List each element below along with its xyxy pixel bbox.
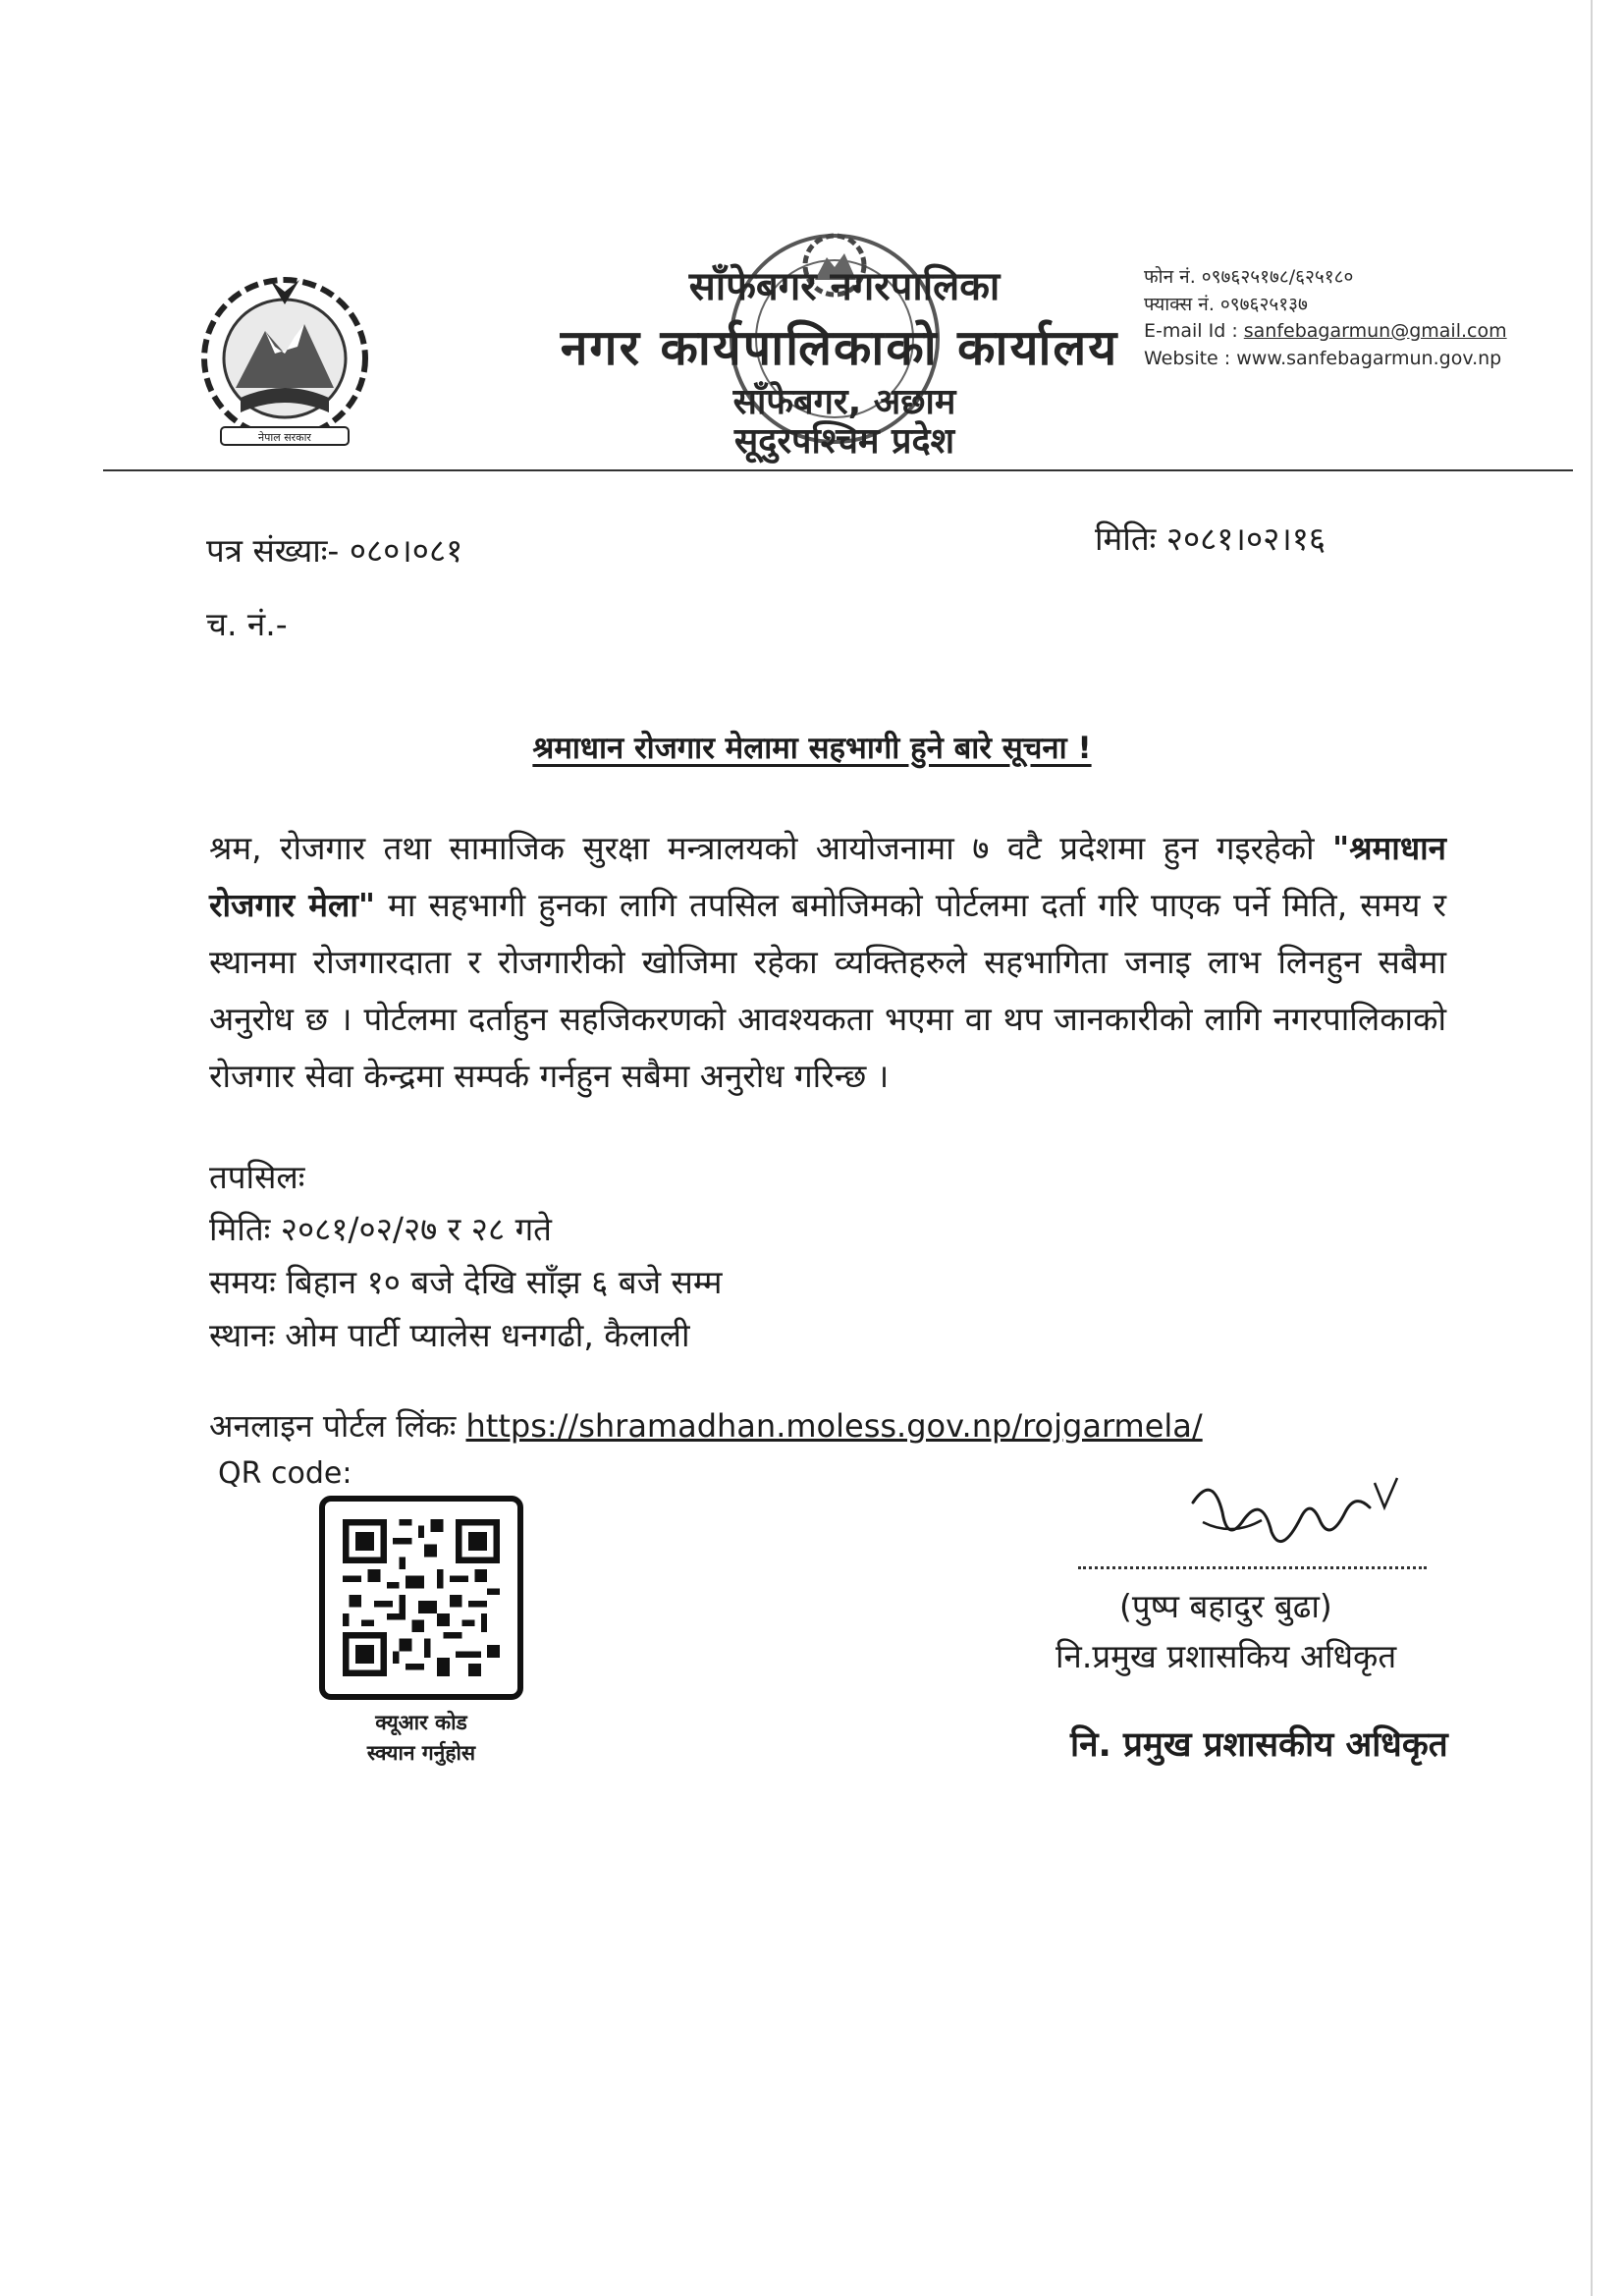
fax-value: ०९७६२५१३७ xyxy=(1219,294,1308,315)
website-link[interactable]: www.sanfebagarmun.gov.np xyxy=(1236,348,1502,369)
qr-code[interactable] xyxy=(319,1496,523,1700)
contact-website xyxy=(1144,348,1501,369)
body-highlight: "श्रमाधान रोजगार मेला" xyxy=(209,829,1446,924)
letter-date: मितिः २०८१।०२।१६ xyxy=(1095,519,1326,558)
signatory-name: (पुष्प बहादुर बुढा) xyxy=(1119,1587,1332,1625)
contact-phone xyxy=(1144,263,1353,289)
province-name: सूदुरपश्चिम प्रदेश xyxy=(733,421,955,462)
header-divider xyxy=(103,469,1573,471)
body-part2: मा सहभागी हुनका लागि तपसिल बमोजिमको पोर्टलमा दर्ता गरि पाएक पर्ने मिति, समय र स्थानमा रोजगारदाता र रोजगारीको खोजिमा रहेका व्यक्तिहरुले सहभागिता जनाइ लाभ लिनहुन सबैमा अनुरोध छ । पोर्टलमा दर्ताहुन सहजिकरणको आवश्यकता भएमा वा थप जानकारीको लागि नगरपालिकाको रोजगार सेवा केन्द्रमा सम्पर्क गर्नहुन सबैमा अनुरोध गरिन्छ । xyxy=(209,886,1446,1095)
email-link[interactable]: sanfebagarmun@gmail.com xyxy=(1243,320,1507,342)
nepal-emblem-icon xyxy=(182,270,388,462)
body-part1: श्रम, रोजगार तथा सामाजिक सुरक्षा मन्त्रालयको आयोजनामा ७ वटै प्रदेशमा हुन गइरहेको xyxy=(209,829,1332,867)
portal-link[interactable]: https://shramadhan.moless.gov.np/rojgarmela/ xyxy=(465,1407,1203,1445)
office-title: नगर कार्यपालिकाको कार्यालय xyxy=(560,319,1119,376)
event-date: मितिः २०८१/०२/२७ र २८ गते xyxy=(209,1210,552,1248)
website-label: Website : xyxy=(1144,348,1231,369)
qr-caption-line2: स्क्यान गर्नुहोस xyxy=(366,1741,476,1765)
fax-label: फ्याक्स नं. xyxy=(1144,294,1215,315)
notice-subject xyxy=(0,727,1624,768)
qr-label: QR code: xyxy=(218,1456,352,1491)
email-label: E-mail Id : xyxy=(1144,320,1238,342)
notice-body xyxy=(209,820,1446,1105)
handwritten-signature xyxy=(1173,1463,1409,1571)
contact-fax xyxy=(1144,291,1308,316)
qr-code-icon xyxy=(343,1519,500,1676)
contact-email xyxy=(1144,320,1507,342)
dispatch-number: च. नं.- xyxy=(206,605,288,643)
office-address: साँफेबगर, अछाम xyxy=(732,382,956,422)
portal-line xyxy=(209,1404,1203,1447)
phone-value: ०९७६२५१७८/६२५१८० xyxy=(1201,266,1354,288)
designation-stamp: नि. प्रमुख प्रशासकीय अधिकृत xyxy=(1070,1725,1448,1765)
phone-label: फोन नं. xyxy=(1144,266,1196,288)
municipality-name: साँफेबगर नगरपालिका xyxy=(688,264,1001,309)
signatory-designation: नि.प्रमुख प्रशासकिय अधिकृत xyxy=(1056,1637,1397,1675)
signature-line xyxy=(1078,1566,1427,1569)
letter-number: पत्र संख्याः- ०८०।०८१ xyxy=(206,531,463,570)
portal-label: अनलाइन पोर्टल लिंकः xyxy=(209,1407,457,1445)
subject-text: श्रमाधान रोजगार मेलामा सहभागी हुने बारे सूचना ! xyxy=(532,731,1092,766)
page-edge-line xyxy=(1591,0,1593,2296)
details-heading: तपसिलः xyxy=(209,1158,305,1196)
event-time: समयः बिहान १० बजे देखि साँझ ६ बजे सम्म xyxy=(209,1263,723,1301)
svg-text:नेपाल सरकार: नेपाल सरकार xyxy=(258,431,311,444)
qr-caption-line1: क्यूआर कोड xyxy=(375,1711,467,1734)
event-place: स्थानः ओम पार्टी प्यालेस धनगढी, कैलाली xyxy=(209,1316,690,1354)
